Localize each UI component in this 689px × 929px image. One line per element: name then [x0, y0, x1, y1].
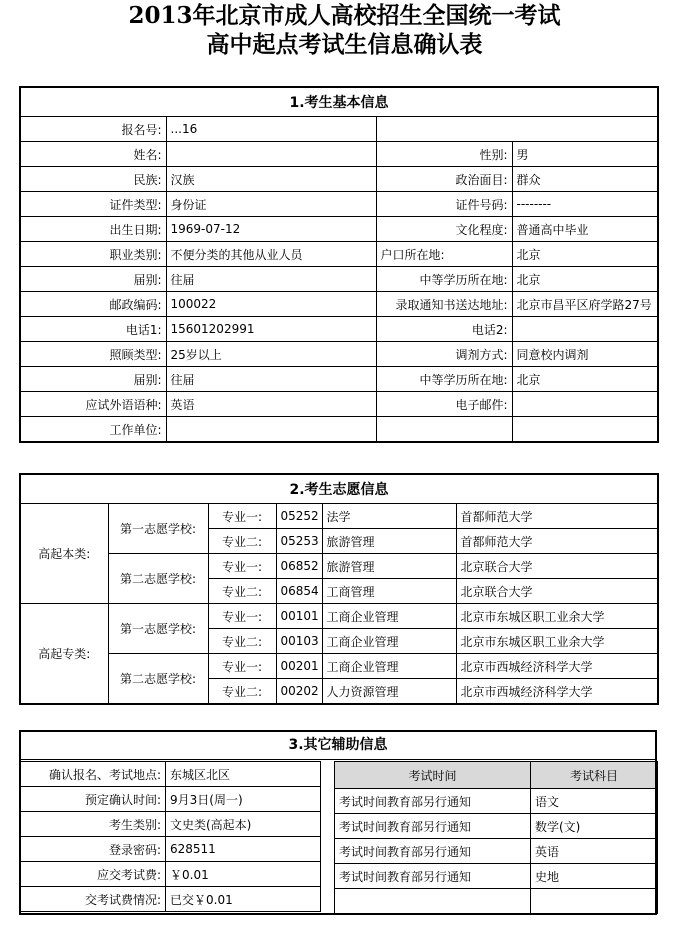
- major-code: 05252: [276, 504, 322, 529]
- label: 届别:: [20, 267, 166, 292]
- label: 工作单位:: [20, 417, 166, 443]
- label: 中等学历所在地:: [376, 367, 512, 392]
- school-name: 北京联合大学: [456, 579, 658, 604]
- major-code: 05253: [276, 529, 322, 554]
- form-subtitle: 高中起点考试生信息确认表: [206, 31, 483, 58]
- school-name: 北京市西城经济科学大学: [456, 679, 658, 705]
- exam-subject: 数学(文): [531, 814, 658, 839]
- label: 姓名:: [20, 142, 166, 167]
- exam-subject: 语文: [531, 789, 658, 814]
- value: 北京: [512, 367, 658, 392]
- major-code: 06854: [276, 579, 322, 604]
- school-name: 北京联合大学: [456, 554, 658, 579]
- major-name: 工商企业管理: [322, 629, 456, 654]
- major-code: 00103: [276, 629, 322, 654]
- value: 北京市昌平区府学路27号: [512, 292, 658, 317]
- exam-subject: [531, 889, 658, 914]
- school-label: 第一志愿学校:: [108, 504, 208, 554]
- school-name: 北京市东城区职工业余大学: [456, 629, 658, 654]
- label: 届别:: [20, 367, 166, 392]
- label: 政治面目:: [376, 167, 512, 192]
- exam-time-header: 考试时间: [335, 762, 531, 789]
- label: 中等学历所在地:: [376, 267, 512, 292]
- exam-time: [335, 889, 531, 914]
- major-label: 专业一:: [208, 654, 276, 679]
- label: 证件号码:: [376, 192, 512, 217]
- value: --------: [512, 192, 658, 217]
- value: 文史类(高起本): [166, 812, 321, 837]
- exam-subject: 史地: [531, 864, 658, 889]
- label: 民族:: [20, 167, 166, 192]
- basic-info-table: [19, 86, 659, 443]
- major-label: 专业二:: [208, 579, 276, 604]
- major-label: 专业二:: [208, 529, 276, 554]
- value: ...16: [166, 117, 376, 142]
- major-label: 专业一:: [208, 504, 276, 529]
- value: 15601202991: [166, 317, 376, 342]
- school-name: 首都师范大学: [456, 529, 658, 554]
- major-name: 法学: [322, 504, 456, 529]
- value: 北京: [512, 267, 658, 292]
- exam-schedule-table: [334, 761, 658, 914]
- value: 不便分类的其他从业人员: [166, 242, 376, 267]
- label: 职业类别:: [20, 242, 166, 267]
- label: 报名号:: [20, 117, 166, 142]
- value: 英语: [166, 392, 376, 417]
- major-code: 00201: [276, 654, 322, 679]
- value: 往届: [166, 367, 376, 392]
- value: [376, 117, 658, 142]
- label: 照顾类型:: [20, 342, 166, 367]
- label: 调剂方式:: [376, 342, 512, 367]
- value: 群众: [512, 167, 658, 192]
- value: 9月3日(周一): [166, 787, 321, 812]
- major-name: 工商企业管理: [322, 654, 456, 679]
- label: 户口所在地:: [376, 242, 512, 267]
- label: 交考试费情况:: [20, 887, 166, 912]
- major-code: 06852: [276, 554, 322, 579]
- exam-time: 考试时间教育部另行通知: [335, 864, 531, 889]
- major-label: 专业二:: [208, 629, 276, 654]
- label: 应交考试费:: [20, 862, 166, 887]
- major-name: 旅游管理: [322, 554, 456, 579]
- value: 628511: [166, 837, 321, 862]
- label: 录取通知书送达地址:: [376, 292, 512, 317]
- value: 东城区北区: [166, 762, 321, 787]
- value: 已交￥0.01: [166, 887, 321, 912]
- major-label: 专业二:: [208, 679, 276, 705]
- label: 应试外语语种:: [20, 392, 166, 417]
- value: [512, 392, 658, 417]
- value: 北京: [512, 242, 658, 267]
- major-label: 专业一:: [208, 604, 276, 629]
- section-1-heading: 1.考生基本信息: [20, 87, 658, 117]
- category-label: 高起本类:: [20, 504, 108, 604]
- label: 考生类别:: [20, 812, 166, 837]
- label: 出生日期:: [20, 217, 166, 242]
- label: 预定确认时间:: [20, 787, 166, 812]
- value: 100022: [166, 292, 376, 317]
- value: 1969-07-12: [166, 217, 376, 242]
- major-name: 旅游管理: [322, 529, 456, 554]
- form-title: 2013年北京市成人高校招生全国统一考试: [128, 2, 561, 29]
- label: 电话2:: [376, 317, 512, 342]
- school-label: 第一志愿学校:: [108, 604, 208, 654]
- value: 身份证: [166, 192, 376, 217]
- auxiliary-info-table: [19, 761, 321, 912]
- value: [166, 142, 376, 167]
- label: 确认报名、考试地点:: [20, 762, 166, 787]
- major-code: 00101: [276, 604, 322, 629]
- value: 同意校内调剂: [512, 342, 658, 367]
- category-label: 高起专类:: [20, 604, 108, 705]
- section-2-heading: 2.考生志愿信息: [20, 474, 658, 504]
- value: [512, 317, 658, 342]
- value: [512, 417, 658, 443]
- school-label: 第二志愿学校:: [108, 554, 208, 604]
- label: 登录密码:: [20, 837, 166, 862]
- exam-time: 考试时间教育部另行通知: [335, 814, 531, 839]
- exam-time: 考试时间教育部另行通知: [335, 789, 531, 814]
- value: [376, 417, 512, 443]
- value: 男: [512, 142, 658, 167]
- preference-table: [19, 473, 659, 705]
- label: 证件类型:: [20, 192, 166, 217]
- major-name: 工商企业管理: [322, 604, 456, 629]
- value: 25岁以上: [166, 342, 376, 367]
- value: 往届: [166, 267, 376, 292]
- section-3-heading: 3.其它辅助信息: [19, 730, 657, 760]
- school-name: 首都师范大学: [456, 504, 658, 529]
- exam-subject-header: 考试科目: [531, 762, 658, 789]
- major-code: 00202: [276, 679, 322, 705]
- major-label: 专业一:: [208, 554, 276, 579]
- major-name: 工商管理: [322, 579, 456, 604]
- label: 邮政编码:: [20, 292, 166, 317]
- value: 汉族: [166, 167, 376, 192]
- value: 普通高中毕业: [512, 217, 658, 242]
- exam-subject: 英语: [531, 839, 658, 864]
- label: 电话1:: [20, 317, 166, 342]
- value: [166, 417, 376, 443]
- label: 文化程度:: [376, 217, 512, 242]
- value: ￥0.01: [166, 862, 321, 887]
- major-name: 人力资源管理: [322, 679, 456, 705]
- label: 电子邮件:: [376, 392, 512, 417]
- school-name: 北京市西城经济科学大学: [456, 654, 658, 679]
- school-label: 第二志愿学校:: [108, 654, 208, 705]
- school-name: 北京市东城区职工业余大学: [456, 604, 658, 629]
- exam-time: 考试时间教育部另行通知: [335, 839, 531, 864]
- label: 性别:: [376, 142, 512, 167]
